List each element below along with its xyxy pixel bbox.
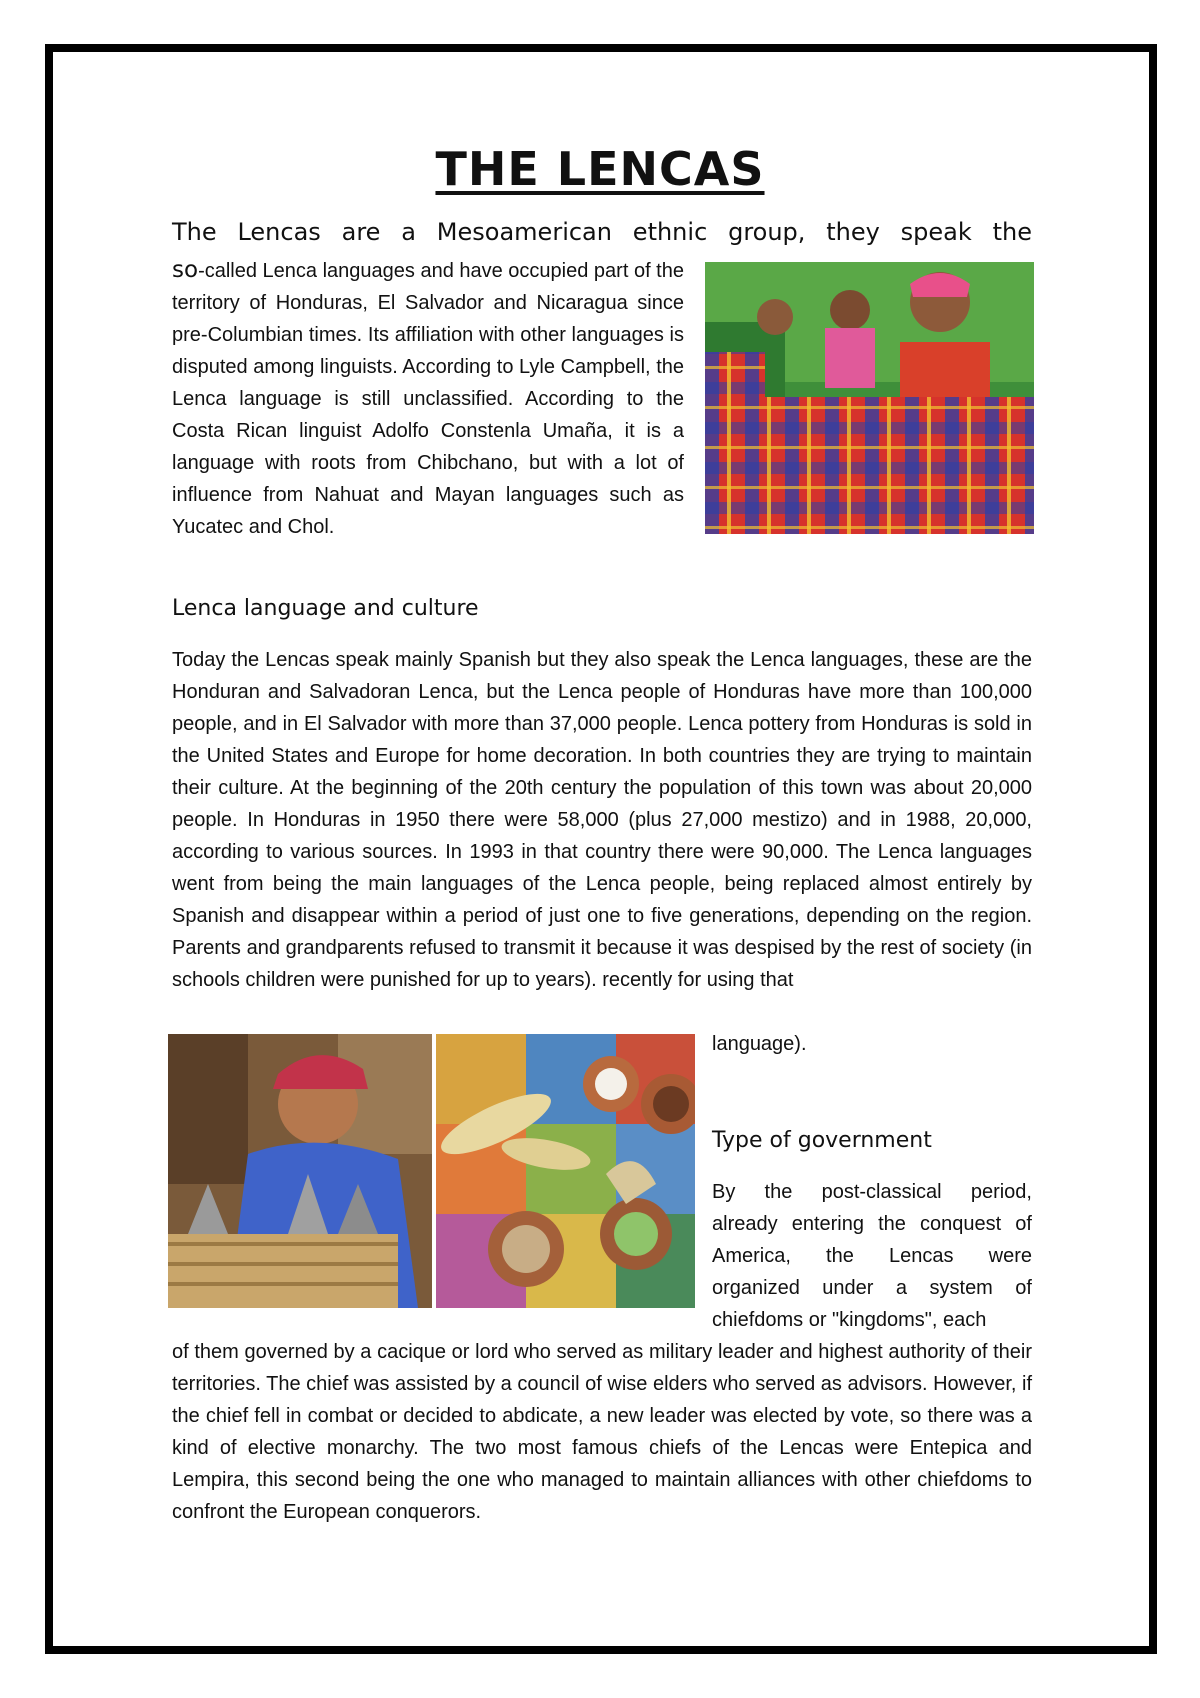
government-heading: Type of government [712,1128,932,1153]
intro-paragraph [172,254,684,543]
intro-lead-line: The Lencas are a Mesoamerican ethnic group, they speak the [172,218,1032,246]
photo-women-textile [705,262,1034,534]
photo-woman-basket [168,1034,432,1308]
culture-paragraph: Today the Lencas speak mainly Spanish but they also speak the Lenca languages, these are the Honduran and Salvadoran Lenca, but the Lenca people of Honduras have more than 100,000 people, and in El Salvador with more than 37,000 people. Lenca pottery from Honduras is sold in the United States and Europe for home decoration. In both countries they are trying to maintain their culture. At the beginning of the 20th century the population of this town was about 20,000 people. In Honduras in 1950 there were 58,000 (plus 27,000 mestizo) and in 1988, 20,000, according to various sources. In 1993 in that country there were 90,000. The Lenca languages went from being the main languages of the Lenca people, being replaced almost entirely by Spanish and disappear within a period of just one to five generations, depending on the region. Parents and grandparents refused to transmit it because it was despised by the rest of society (in schools children were punished for up to years). recently for using that [172,649,1032,991]
culture-last-line: language). [712,1033,807,1055]
page-title: THE LENCAS [435,142,765,196]
intro-lead-word: so [172,257,199,283]
government-paragraph: of them governed by a cacique or lord who served as military leader and highest authority of their territories. The chief was assisted by a council of wise elders who served as advisors. However, if the chief fell in combat or decided to abdicate, a new leader was elected by vote, so there was a kind of elective monarchy. The two most famous chiefs of the Lencas were Entepica and Lempira, this second being the one who managed to maintain alliances with other chiefdoms to confront the European conquerors. [172,1341,1032,1523]
government-side-paragraph: By the post-classical period, already entering the conquest of America, the Lencas were organized under a system of chiefdoms or "kingdoms", each [712,1181,1032,1331]
culture-heading: Lenca language and culture [172,596,479,621]
intro-text: -called Lenca languages and have occupied part of the territory of Honduras, El Salvador and Nicaragua since pre-Columbian times. Its affiliation with other languages is disputed among linguists. According to Lyle Campbell, the Lenca language is still unclassified. According to the Costa Rican linguist Adolfo Constenla Umaña, it is a language with roots from Chibchano, but with a lot of influence from Nahuat and Mayan languages such as Yucatec and Chol. [172,260,684,538]
photo-corn-bowls [436,1034,695,1308]
